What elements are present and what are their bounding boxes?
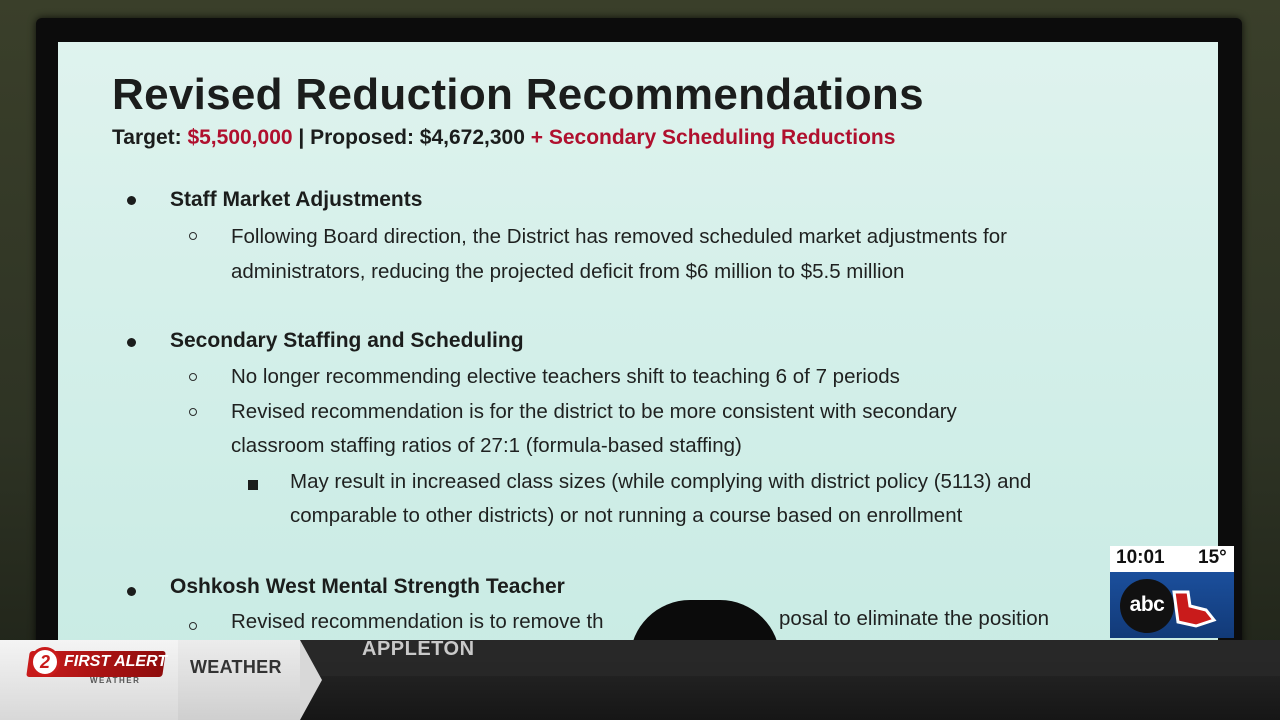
weather-segment-label: WEATHER [190,657,282,677]
section-heading-oshkosh-west: Oshkosh West Mental Strength Teacher [170,575,565,598]
section-subline: comparable to other districts) or not running a course based on enrollment [290,504,963,527]
section-line: No longer recommending elective teachers shift to teaching 6 of 7 periods [231,365,900,388]
bullet-dot [127,196,136,205]
proposed-value: $4,672,300 [419,126,525,149]
city-name: APPLETON [362,638,475,660]
section-subline: May result in increased class sizes (while complying with district policy (5113) and [290,470,1032,493]
bullet-circle [189,373,197,381]
first-alert-text: FIRST ALERT [64,653,168,670]
target-label: Target: [112,126,188,149]
proposed-label: | Proposed: [292,126,420,149]
section-line: Revised recommendation is for the district to be more consistent with secondary [231,400,957,423]
wisconsin-swoosh-icon [1166,586,1220,630]
section-line: classroom staffing ratios of 27:1 (formula-based staffing) [231,434,742,457]
bullet-circle [189,408,197,416]
temperature: 15° [1198,547,1227,568]
target-value: $5,500,000 [187,126,293,149]
bullet-circle [189,622,197,630]
section-heading-staff-market: Staff Market Adjustments [170,188,423,211]
slide-subtitle [112,126,895,150]
slide-title: Revised Reduction Recommendations [112,70,924,119]
bullet-square [248,480,258,490]
bullet-circle [189,232,197,240]
channel-number-logo: 2 [30,647,60,677]
bullet-dot [127,587,136,596]
segment-arrow [300,640,322,720]
section-line-partial: posal to eliminate the position [779,607,1050,630]
first-alert-subtext: WEATHER [90,676,141,685]
clock-time: 10:01 [1116,547,1165,568]
section-heading-secondary-staffing: Secondary Staffing and Scheduling [170,329,524,352]
section-line-partial: Revised recommendation is to remove th [231,610,604,633]
secondary-reductions-text: + Secondary Scheduling Reductions [524,126,896,149]
weather-segment-panel [178,640,300,720]
presentation-slide [58,42,1218,662]
section-line: Following Board direction, the District has removed scheduled market adjustments for [231,225,1007,248]
section-line: administrators, reducing the projected deficit from $6 million to $5.5 million [231,260,905,283]
abc-logo: abc [1120,579,1174,633]
bullet-dot [127,338,136,347]
